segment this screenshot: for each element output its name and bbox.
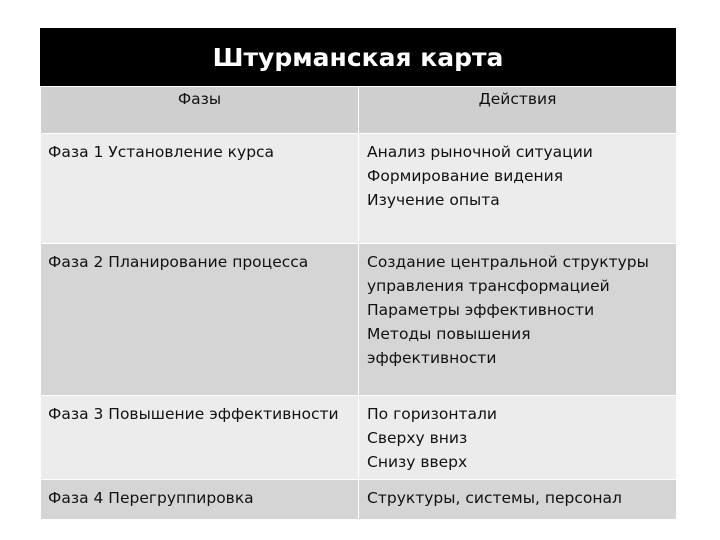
- action-item: Изучение опыта: [367, 191, 500, 209]
- action-item: Снизу вверх: [367, 453, 468, 471]
- header-phases: Фазы: [41, 87, 359, 134]
- phase-cell: Фаза 3 Повышение эффективности: [41, 396, 359, 480]
- actions-cell: [359, 134, 677, 244]
- actions-cell: [359, 244, 677, 396]
- action-item: Формирование видения: [367, 167, 564, 185]
- table-row: [41, 480, 677, 520]
- table-title: Штурманская карта: [40, 28, 676, 86]
- actions-cell: [359, 396, 677, 480]
- action-item: Анализ рыночной ситуации: [367, 143, 593, 161]
- table-row: [41, 134, 677, 244]
- action-item: Методы повышения: [367, 325, 531, 343]
- actions-cell: [359, 480, 677, 520]
- phase-cell: Фаза 2 Планирование процесса: [41, 244, 359, 396]
- action-item: эффективности: [367, 349, 497, 367]
- header-actions: Действия: [359, 87, 677, 134]
- header-row: [41, 87, 677, 134]
- action-item: управления трансформацией: [367, 277, 610, 295]
- action-item: По горизонтали: [367, 405, 497, 423]
- navigator-table: [40, 86, 677, 520]
- phase-cell: Фаза 4 Перегруппировка: [41, 480, 359, 520]
- table-row: [41, 244, 677, 396]
- table-row: [41, 396, 677, 480]
- action-item: Параметры эффективности: [367, 301, 595, 319]
- action-item: Структуры, системы, персонал: [367, 489, 622, 507]
- action-item: Сверху вниз: [367, 429, 468, 447]
- action-item: Создание центральной структуры: [367, 253, 649, 271]
- phase-cell: Фаза 1 Установление курса: [41, 134, 359, 244]
